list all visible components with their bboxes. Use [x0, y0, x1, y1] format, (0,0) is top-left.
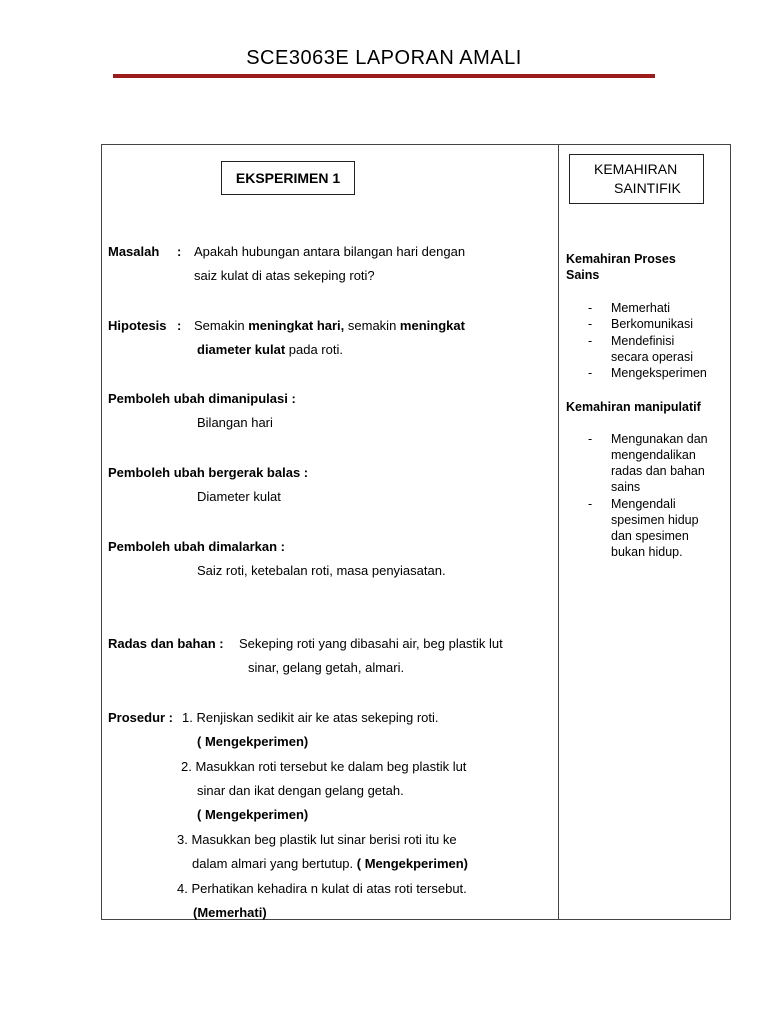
bullet-dash: -	[588, 317, 593, 331]
bullet-dash: -	[588, 334, 593, 348]
proses-title-line2: Sains	[566, 268, 600, 282]
title-underline	[113, 74, 655, 78]
masalah-colon: :	[177, 244, 182, 259]
manipulatif-item-cont: bukan hidup.	[611, 545, 683, 559]
document-title: SCE3063E LAPORAN AMALI	[246, 47, 522, 69]
hipotesis-line1: Semakin meningkat hari, semakin meningkat	[194, 318, 465, 333]
prosedur-step-2-skill: ( Mengekperimen)	[197, 807, 309, 822]
prosedur-step-3b: dalam almari yang bertutup. ( Mengekperimen)	[192, 856, 469, 871]
masalah-label: Masalah	[108, 244, 160, 259]
prosedur-step-1-skill: ( Mengekperimen)	[197, 734, 309, 749]
manipulasi-value: Bilangan hari	[197, 415, 273, 430]
prosedur-step-1: 1. Renjiskan sedikit air ke atas sekeping roti.	[182, 710, 439, 725]
column-divider	[558, 144, 559, 920]
prosedur-step-4: 4. Perhatikan kehadira n kulat di atas roti tersebut.	[177, 881, 467, 896]
manipulatif-item-cont: spesimen hidup	[611, 513, 699, 527]
experiment-box: EKSPERIMEN 1	[221, 161, 355, 195]
hipotesis-label: Hipotesis	[108, 318, 167, 333]
hipotesis-colon: :	[177, 318, 182, 333]
proses-item: Memerhati	[611, 301, 671, 315]
prosedur-step-4-skill: (Memerhati)	[193, 905, 267, 920]
hipotesis-line2: diameter kulat pada roti.	[197, 342, 343, 357]
bullet-dash: -	[588, 432, 593, 446]
masalah-line1: Apakah hubungan antara bilangan hari dengan	[194, 244, 466, 259]
manipulatif-item-cont: radas dan bahan	[611, 464, 705, 478]
manipulatif-item: Mengendali	[611, 497, 676, 511]
manipulatif-title: Kemahiran manipulatif	[566, 400, 701, 414]
prosedur-step-2b: sinar dan ikat dengan gelang getah.	[197, 783, 404, 798]
kemahiran-box-line2: SAINTIFIK	[614, 180, 681, 196]
manipulatif-item-cont: mengendalikan	[611, 448, 696, 462]
kemahiran-box	[569, 154, 704, 204]
prosedur-label: Prosedur :	[108, 710, 174, 725]
manipulatif-item-cont: dan spesimen	[611, 529, 689, 543]
radas-label: Radas dan bahan :	[108, 636, 224, 651]
proses-item: Mendefinisi	[611, 334, 675, 348]
proses-item-cont: secara operasi	[611, 350, 693, 364]
bullet-dash: -	[588, 366, 593, 380]
manipulasi-label: Pemboleh ubah dimanipulasi :	[108, 391, 296, 406]
manipulatif-item: Mengunakan dan	[611, 432, 708, 446]
prosedur-step-2a: 2. Masukkan roti tersebut ke dalam beg plastik lut	[181, 759, 467, 774]
manipulatif-item-cont: sains	[611, 480, 641, 494]
prosedur-step-3a: 3. Masukkan beg plastik lut sinar berisi roti itu ke	[177, 832, 457, 847]
proses-item: Berkomunikasi	[611, 317, 693, 331]
bergerak-label: Pemboleh ubah bergerak balas :	[108, 465, 309, 480]
bullet-dash: -	[588, 301, 593, 315]
proses-item: Mengeksperimen	[611, 366, 707, 380]
bullet-dash: -	[588, 497, 593, 511]
dimalarkan-value: Saiz roti, ketebalan roti, masa penyiasatan.	[197, 563, 446, 578]
dimalarkan-label: Pemboleh ubah dimalarkan :	[108, 539, 285, 554]
radas-line2: sinar, gelang getah, almari.	[248, 660, 405, 675]
bergerak-value: Diameter kulat	[197, 489, 281, 504]
masalah-line2: saiz kulat di atas sekeping roti?	[194, 268, 375, 283]
kemahiran-box-line1: KEMAHIRAN	[594, 161, 678, 177]
radas-line1: Sekeping roti yang dibasahi air, beg plastik lut	[239, 636, 503, 651]
proses-title-line1: Kemahiran Proses	[566, 252, 676, 266]
